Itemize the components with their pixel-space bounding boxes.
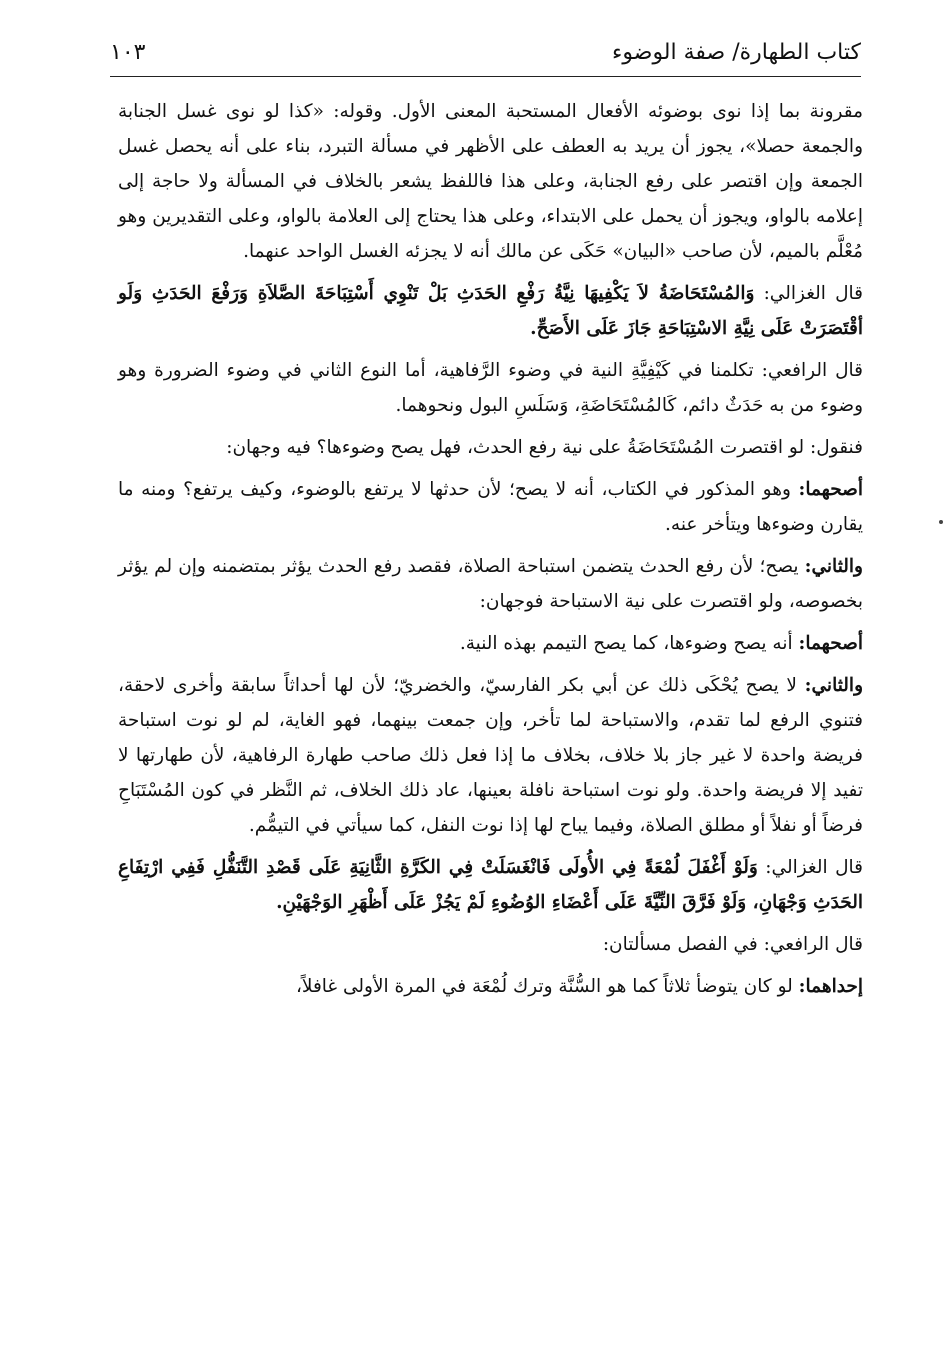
quoted-matn: وَالمُسْتَحَاضَةُ لاَ يَكْفِيهَا نِيَّةُ رَفْعِ الحَدَثِ بَلْ تَنْوِي أَسْتِبَاحَةَ الصَّلاَةِ وَرَفْعَ الحَدَثِ وَلَو أقْتَصَرَتْ عَلَى نِيَّةِ الاسْتِبَاحَةِ جَازَ عَلَى الأَصَحِّ.	[118, 283, 863, 339]
paragraph-text: في الفصل مسألتان:	[602, 934, 758, 955]
paragraph-text: لو كان يتوضأ ثلاثاً كما هو السُّنَّة وترك لُمْعَة في المرة الأولى غافلاً،	[295, 976, 793, 997]
page-number: ١٠٣	[110, 40, 146, 65]
paragraph-text: تكلمنا في كَيْفِيَّةِ النية في وضوء الرَّفاهية، أما النوع الثاني في وضوء الضرورة وهو وضوء من به حَدَثٌ دائم، كَالمُسْتَحَاضَةِ، وَسَلَسِ البول ونحوهما.	[118, 360, 863, 416]
paragraph-text: لا يصح يُحْكَى ذلك عن أبي بكر الفارسيّ، والخضريّ؛ لأن لها أحداثاً سابقة وأخرى لاحقة، فتنوي الرفع لما تقدم، والاستباحة لما تأخر، وإن جمعت بينهما، فهو الغاية، لم لو نوت استباحة فريضة واحدة لا غير جاز بلا خلاف، بخلاف ما إذا فعل ذلك صاحب طهارة الرفاهية، لأن طهارتها لا تفيد إلا فريضة واحدة. ولو نوت استباحة نافلة بعينها، عاد ذلك الخلاف، ثم النَّظر في كون المُسْتَبَاحِ فرضاً أو نفلاً أو مطلق الصلاة، وفيما يباح لها إذا نوت النفل، كما سيأتي في التيمُّم.	[118, 675, 863, 836]
paragraph-6	[118, 549, 863, 619]
section-label: إحداهما:	[798, 976, 863, 997]
paragraph-9-quote	[118, 850, 863, 920]
paragraph-4	[118, 430, 863, 465]
paragraph-5	[118, 472, 863, 542]
section-label: أصحهما:	[798, 479, 863, 500]
paragraph-8	[118, 668, 863, 843]
paragraph-7	[118, 626, 863, 661]
speaker-label: قال الرافعي:	[763, 934, 863, 955]
page-header	[110, 30, 861, 77]
section-label: والثاني:	[804, 675, 863, 696]
paragraph-text: يصح؛ لأن رفع الحدث يتضمن استباحة الصلاة، فقصد رفع الحدث يؤثر بمتضمنه وإن لم يؤثر بخصوصه، ولو اقتصرت على نية الاستباحة فوجهان:	[118, 556, 863, 612]
speaker-label: قال الغزالي:	[765, 857, 863, 878]
quoted-matn: وَلَوْ أَغْفَلَ لُمْعَةً فِي الأُولَى فَانْغَسَلَتْ فِي الكَرَّةِ الثَّانِيَةِ عَلَى قَصْدِ التَّنَفُّلِ فَفِي ارْتِفَاعِ الحَدَثِ وَجْهَانِ، وَلَوْ فَرَّقَ النِّيَّةَ عَلَى أَعْضَاءِ الوُضُوءِ لَمْ يَجُزْ عَلَى أَظْهَرِ الوَجْهَيْنِ.	[118, 857, 863, 913]
paragraph-1	[118, 94, 863, 269]
section-label: والثاني:	[804, 556, 863, 577]
paragraph-text: فنقول: لو اقتصرت المُسْتَحَاضَةُ على نية رفع الحدث، فهل يصح وضوءها؟ فيه وجهان:	[226, 437, 863, 458]
scan-speck	[939, 520, 943, 524]
running-title: كتاب الطهارة/ صفة الوضوء	[612, 40, 861, 65]
paragraph-11	[118, 969, 863, 1004]
paragraph-3	[118, 353, 863, 423]
speaker-label: قال الرافعي:	[761, 360, 863, 381]
paragraph-2-quote	[118, 276, 863, 346]
section-label: أصحهما:	[798, 633, 863, 654]
page-body	[118, 94, 863, 1011]
paragraph-text: وهو المذكور في الكتاب، أنه لا يصح؛ لأن حدثها لا يرتفع بالوضوء، وكيف يرتفع؟ ومنه ما يقارن وضوءها ويتأخر عنه.	[118, 479, 863, 535]
paragraph-text: مقرونة بما إذا نوى بوضوئه الأفعال المستحبة المعنى الأول. وقوله: «كذا لو نوى غسل الجنابة والجمعة حصلا»، يجوز أن يريد به العطف على الأظهر في مسألة التبرد، بناء على أنه يحصل غسل الجمعة وإن اقتصر على رفع الجنابة، وعلى هذا فاللفظ يشعر بالخلاف في المسألة ولا حاجة إلى إعلامه بالواو، ويجوز أن يحمل على الابتداء، وعلى هذا يحتاج إلى العلامة بالواو، وعلى التقديرين وهو مُعْلَّم بالميم، لأن صاحب «البيان» حَكَى عن مالك أنه لا يجزئه الغسل الواحد عنهما.	[118, 101, 863, 262]
speaker-label: قال الغزالي:	[763, 283, 863, 304]
paragraph-text: أنه يصح وضوءها، كما يصح التيمم بهذه النية.	[459, 633, 793, 654]
paragraph-10	[118, 927, 863, 962]
